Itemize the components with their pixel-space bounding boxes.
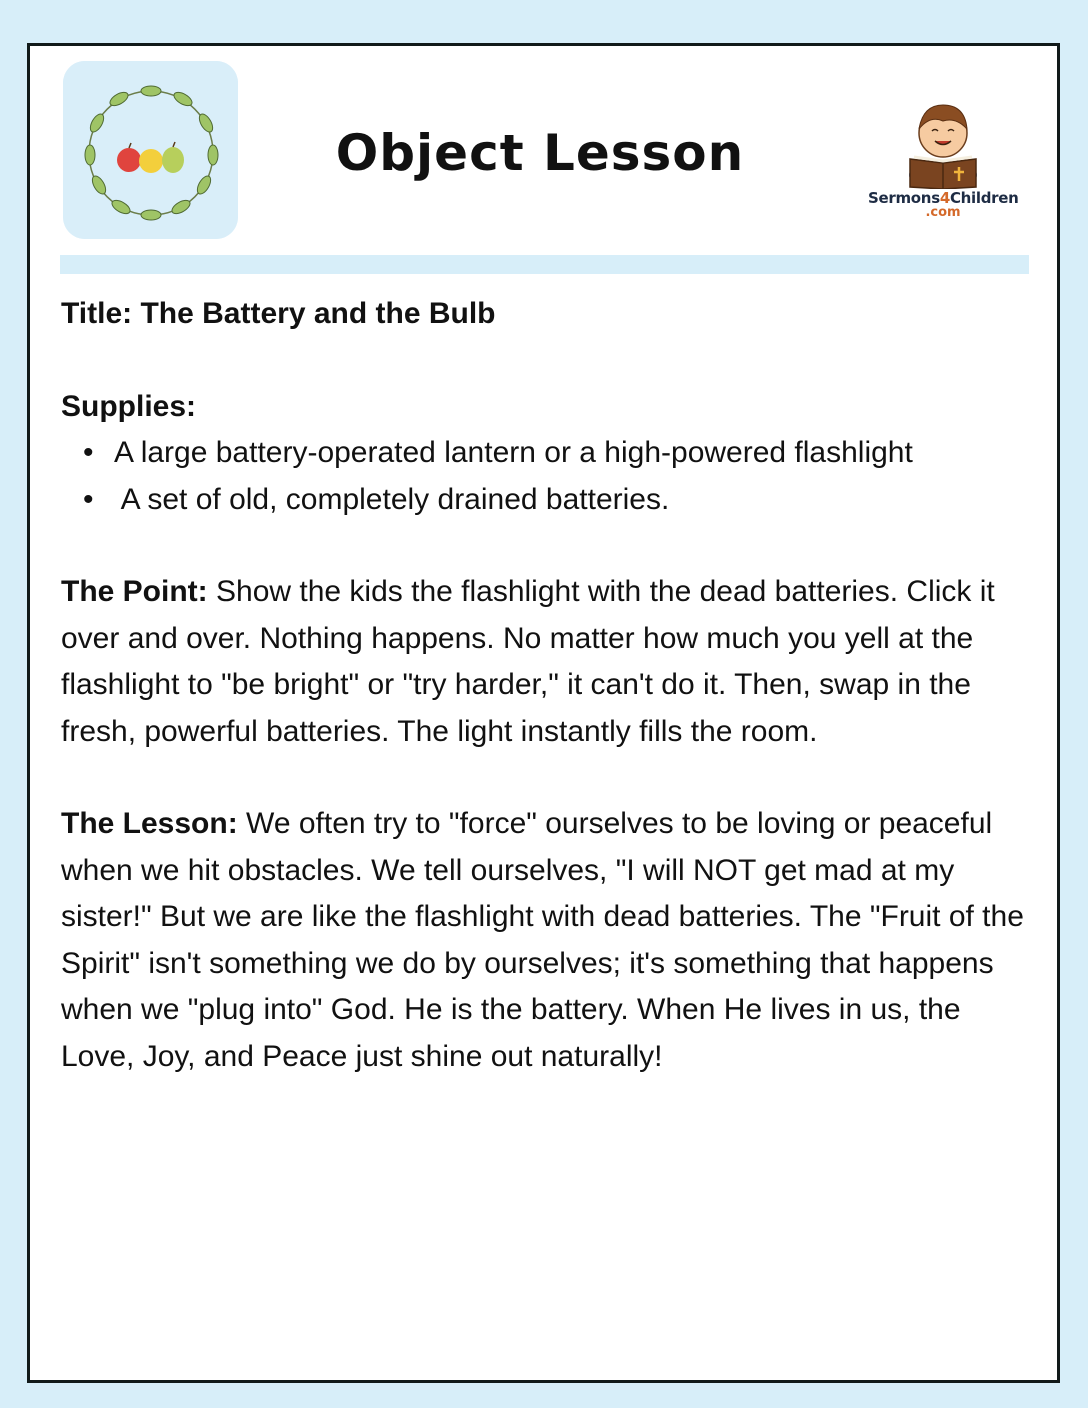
- brand-name-part: Sermons: [868, 189, 940, 207]
- supplies-heading: Supplies:: [61, 389, 197, 423]
- brand-name-part: Children: [949, 189, 1019, 207]
- supplies-list: [61, 430, 1036, 523]
- point-paragraph: [61, 569, 1036, 755]
- lesson-page: [27, 43, 1060, 1383]
- fruit-of-the-spirit-logo: [63, 61, 238, 239]
- brand-tld: .com: [925, 205, 961, 220]
- brand-name-part: 4: [939, 189, 950, 207]
- point-text: Show the kids the flashlight with the dead batteries. Click it over and over. Nothing happens. No matter how much you yell at the flashlight to "be bright" or "try harder," it can't do it. Then, swap in the fresh, powerful batteries. The light instantly fills the room.: [61, 575, 995, 748]
- boy-reading-bible-icon: [868, 91, 1018, 189]
- header-divider: [60, 255, 1029, 274]
- sermons4children-logo: [868, 91, 1018, 221]
- lesson-text: We often try to "force" ourselves to be loving or peaceful when we hit obstacles. We tell ourselves, "I will NOT get mad at my sister!" But we are like the flashlight with dead batteries. The "Fruit of the Spirit" isn't something we do by ourselves; it's something that happens when we "plug into" God. He is the battery. When He lives in us, the Love, Joy, and Peace just shine out naturally!: [61, 807, 1024, 1073]
- page-title: Object Lesson: [335, 124, 745, 182]
- title-value: The Battery and the Bulb: [140, 297, 496, 330]
- lesson-title: [61, 291, 1036, 338]
- lesson-label: The Lesson:: [61, 807, 238, 840]
- wreath-icon: [63, 61, 238, 239]
- title-label: Title:: [61, 297, 133, 330]
- lesson-paragraph: [61, 801, 1036, 1080]
- supply-item: • A set of old, completely drained batteries.: [61, 477, 1036, 524]
- supply-item: • A large battery-operated lantern or a high-powered flashlight: [61, 430, 1036, 477]
- lesson-content: [61, 291, 1036, 1080]
- point-label: The Point:: [61, 575, 208, 608]
